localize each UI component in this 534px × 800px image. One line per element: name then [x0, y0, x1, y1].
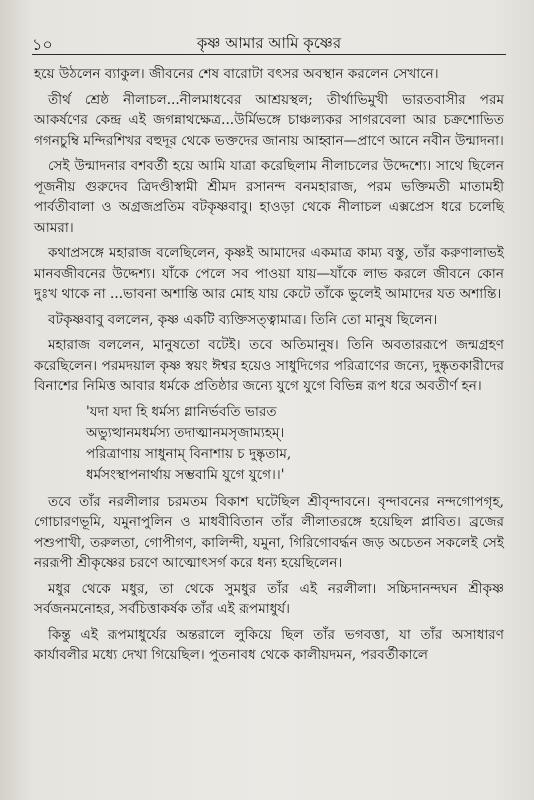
- page-number: ১০: [32, 35, 53, 54]
- body-text: [34, 64, 504, 671]
- paragraph: মধুর থেকে মধুর, তা থেকে সুমধুর তাঁর এই নরলীলা। সচ্চিদানন্দঘন শ্রীকৃষ্ণ সর্বজনমনোহর, সর্বচিত্তাকর্ষক তাঁর এই রূপমাধুর্য।: [34, 580, 504, 617]
- paragraph: তবে তাঁর নরলীলার চরমতম বিকাশ ঘটেছিল শ্রীবৃন্দাবনে। বৃন্দাবনের নন্দগোপগৃহ, গোচারণভূমি, যমুনাপুলিন ও মাধবীবিতান তাঁর লীলাতরঙ্গে হয়েছিল প্লাবিত। ব্রজের পশুপাখী, তরুলতা, গোপীগণ, কালিন্দী, যমুনা, গিরিগোবর্দ্ধন জড় অচেতন সকলেই সেই নররূপী শ্রীকৃষ্ণের চরণে আত্মোৎসর্গ করে ধন্য হয়েছিলেন।: [34, 493, 504, 571]
- paragraph: হয়ে উঠলেন ব্যাকুল। জীবনের শেষ বারোটা বৎসর অবস্থান করলেন সেখানে।: [34, 66, 439, 82]
- verse-line: পরিত্রাণায় সাধুনাম্‌ বিনাশায় চ দুষ্কৃতাম,: [86, 445, 292, 462]
- running-title: কৃষ্ণ আমার আমি কৃষ্ণের: [196, 34, 342, 52]
- sanskrit-verse: [86, 402, 504, 486]
- paragraph: কিন্তু এই রূপমাধুর্যের অন্তরালে লুকিয়ে ছিল তাঁর ভগবত্তা, যা তাঁর অসাধারণ কার্যাবলীর মধ্যে দেখা গিয়েছিল। পুতনাবধ থেকে কালীয়দমন, পরবর্তীকালে: [34, 626, 504, 663]
- paragraph: তীর্থ শ্রেষ্ঠ নীলাচল...নীলমাধবের আশ্রয়স্থল; তীর্থাভিমুখী ভারতবাসীর পরম আকর্ষণের কেন্দ্র এই জগন্নাথক্ষেত্র...উর্মিভঙ্গে চাঞ্চল্যকর সাগরবেলা আর চক্রশোভিত গগনচুম্বি মন্দিরশিখর বহুদূর থেকে ভক্তদের জানায় আহ্বান—প্রাণে আনে নবীন উন্মাদনা।: [34, 91, 504, 149]
- page-header: [32, 26, 506, 55]
- paragraph: মহারাজ বললেন, মানুষতো বটেই। তবে অতিমানুষ। তিনি অবতাররূপে জন্মগ্রহণ করেছিলেন। পরমদয়াল কৃষ্ণ স্বয়ং ঈশ্বর হয়েও সাধুদিগের পরিত্রাণের জন্যে, দুষ্কৃতকারীদের বিনাশের নিমিত্ত আবার ধর্মকে প্রতিষ্ঠার জন্যে যুগে যুগে বিভিন্ন রূপ ধরে অবতীর্ণ হন।: [34, 337, 504, 394]
- paragraph: কথাপ্রসঙ্গে মহারাজ বলেছিলেন, কৃষ্ণই আমাদের একমাত্র কাম্য বস্তু, তাঁর করুণালাভই মানবজীবনের উদ্দেশ্য। যাঁকে পেলে সব পাওয়া যায়—যাঁকে লাভ করলে জীবনে কোন দুঃখ থাকে না ...ভাবনা অশান্তি আর মোহ যায় কেটে তাঁকে ভুলেই আমাদের যত অশান্তি।: [34, 245, 504, 302]
- verse-line: ধর্মসংস্থাপনার্থায় সম্ভবামি যুগে যুগে।।': [86, 466, 285, 483]
- verse-line: 'যদা যদা হি ধর্মস্য গ্লানির্ভবতি ভারত: [86, 403, 277, 420]
- paragraph: সেই উন্মাদনার বশবর্তী হয়ে আমি যাত্রা করেছিলাম নীলাচলের উদ্দেশ্যে। সাথে ছিলেন পূজনীয় গুরুদেব ত্রিদণ্ডীস্বামী শ্রীমদ রসানন্দ বনমহারাজ, পরম ভক্তিমতী মাতামহী পার্বতীবালা ও অগ্রজপ্রতিম বটকৃষ্ণবাবু। হাওড়া থেকে নীলাচল এক্সপ্রেস ধরে চলেছি আমরা।: [34, 158, 504, 236]
- verse-line: অভ্যুত্থানমধর্মস্য তদাত্মানমসৃজাম্যহম্‌।: [86, 424, 285, 441]
- paragraph: বটকৃষ্ণবাবু বললেন, কৃষ্ণ একটি ব্যক্তিসত্ত্বামাত্র। তিনি তো মানুষ ছিলেন।: [48, 311, 438, 328]
